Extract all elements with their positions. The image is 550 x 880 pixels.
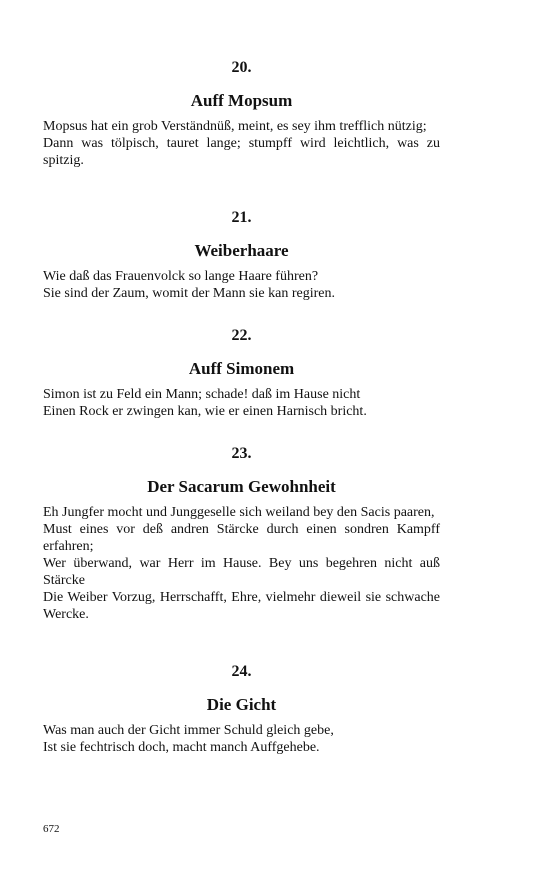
poem-verses — [43, 504, 440, 623]
poem-24 — [43, 662, 440, 756]
poem-verses — [43, 268, 440, 302]
poem-number: 22. — [231, 327, 252, 344]
poem-title: Die Gicht — [206, 695, 277, 714]
verse-line: Mopsus hat ein grob Verständnüß, meint, es sey ihm trefflich nützig; — [43, 119, 427, 134]
poem-verses — [43, 118, 440, 169]
poem-verses — [43, 386, 440, 420]
poem-number: 20. — [231, 59, 252, 76]
poem-title: Auff Mopsum — [190, 91, 293, 110]
verse-line: Ist sie fechtrisch doch, macht manch Auffgehebe. — [43, 740, 320, 755]
poem-number: 24. — [231, 663, 252, 680]
poem-22 — [43, 326, 440, 420]
verse-line: Eh Jungfer mocht und Junggeselle sich weiland bey den Sacis paaren, — [43, 505, 435, 520]
verse-line: Sie sind der Zaum, womit der Mann sie kan regiren. — [43, 286, 335, 301]
poem-20 — [43, 58, 440, 169]
verse-line: Die Weiber Vorzug, Herrschafft, Ehre, vielmehr dieweil sie schwache Wercke. — [43, 590, 440, 622]
poem-title: Weiberhaare — [194, 241, 289, 260]
poem-verses — [43, 722, 440, 756]
poem-21 — [43, 208, 440, 302]
poem-title: Auff Simonem — [188, 359, 295, 378]
verse-line: Dann was tölpisch, tauret lange; stumpff wird leichtlich, was zu spitzig. — [43, 136, 440, 168]
verse-line: Simon ist zu Feld ein Mann; schade! daß im Hause nicht — [43, 387, 361, 402]
verse-line: Einen Rock er zwingen kan, wie er einen Harnisch bricht. — [43, 404, 367, 419]
poem-number: 21. — [231, 209, 252, 226]
verse-line: Wer überwand, war Herr im Hause. Bey uns begehren nicht auß Stärcke — [43, 556, 440, 588]
poem-23 — [43, 444, 440, 623]
verse-line: Was man auch der Gicht immer Schuld gleich gebe, — [43, 723, 334, 738]
verse-line: Wie daß das Frauenvolck so lange Haare führen? — [43, 269, 319, 284]
poem-number: 23. — [231, 445, 252, 462]
page-number: 672 — [43, 823, 60, 835]
verse-line: Must eines vor deß andren Stärcke durch einen sondren Kampff erfahren; — [43, 522, 440, 554]
poem-title: Der Sacarum Gewohnheit — [147, 477, 336, 496]
